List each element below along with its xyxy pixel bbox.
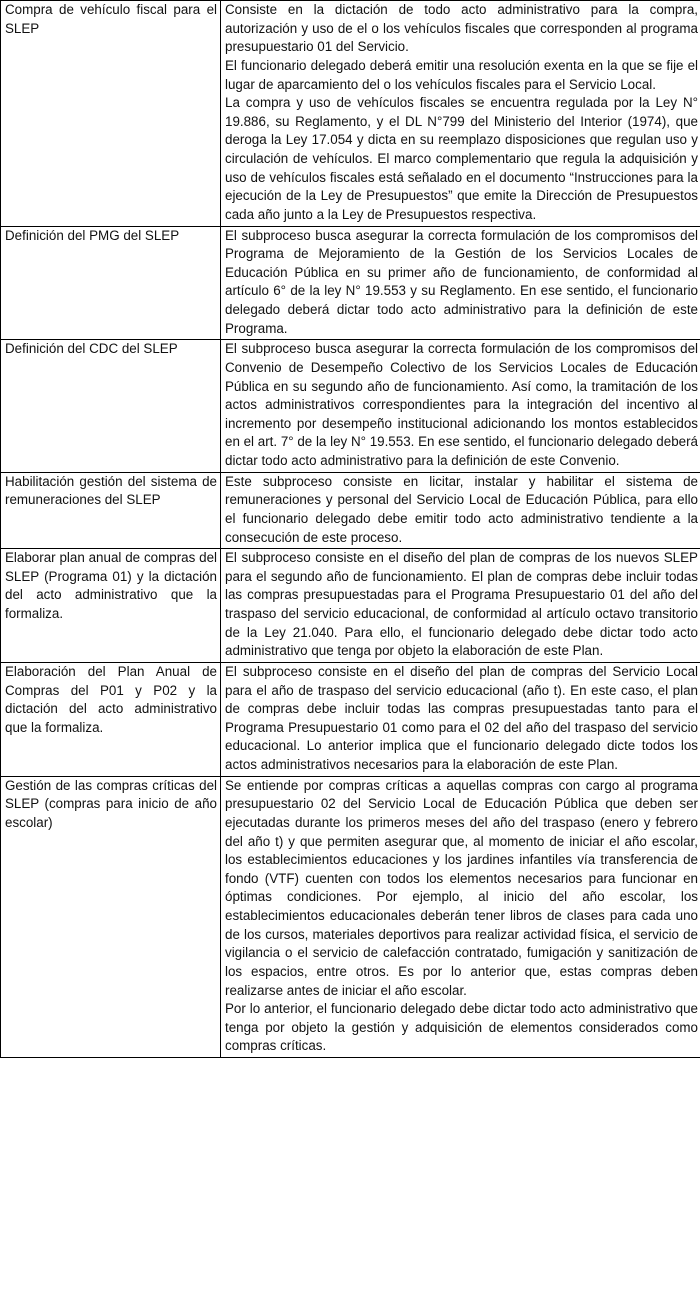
row-title: Compra de vehículo fiscal para el SLEP: [1, 1, 221, 227]
row-description: [221, 776, 700, 1057]
description-paragraph: Este subproceso consiste en licitar, instalar y habilitar el sistema de remuneraciones y personal del Servicio Local de Educación Pública, para ello el funcionario delegado debe emitir todo acto administrativo tendiente a la consecución de este proceso.: [225, 473, 698, 545]
description-paragraph: El subproceso consiste en el diseño del plan de compras del Servicio Local para el año de traspaso del servicio educacional (año t). En este caso, el plan de compras debe incluir todas las compras presupuestadas tanto para el Programa Presupuestario 01 como para el 02 del año del traspaso del servicio educacional. Lo anterior implica que el funcionario delegado dicte todos los actos administrativos necesarios para la elaboración de este Plan.: [225, 663, 698, 772]
row-description: [221, 226, 700, 340]
row-description: [221, 1, 700, 227]
row-title: Habilitación gestión del sistema de remuneraciones del SLEP: [1, 472, 221, 549]
row-description: [221, 472, 700, 549]
table-row: [1, 340, 700, 472]
description-paragraph: El subproceso consiste en el diseño del plan de compras de los nuevos SLEP para el segundo año de funcionamiento. El plan de compras debe incluir todas las compras presupuestadas para el Programa Presupuestario 01 del año del traspaso del servicio educacional, de conformidad al artículo octavo transitorio de la Ley 21.040. Para ello, el funcionario delegado debe dictar todo acto administrativo que tenga por objeto la elaboración de este Plan.: [225, 550, 698, 659]
description-paragraph: Por lo anterior, el funcionario delegado debe dictar todo acto administrativo que tenga por objeto la gestión y adquisición de elementos considerados como compras críticas.: [225, 1001, 698, 1054]
row-title: Elaborar plan anual de compras del SLEP (Programa 01) y la dictación del acto administrativo que la formaliza.: [1, 549, 221, 663]
table-row: [1, 662, 700, 776]
description-paragraph: El subproceso busca asegurar la correcta formulación de los compromisos del Programa de Mejoramiento de la Gestión de los Servicios Locales de Educación Pública en su primer año de funcionamiento, de conformidad al artículo 6° de la ley N° 19.553 y su Reglamento. En ese sentido, el funcionario delegado deberá dictar todo acto administrativo para la definición de este Programa.: [225, 227, 698, 336]
description-paragraph: Se entiende por compras críticas a aquellas compras con cargo al programa presupuestario 02 del Servicio Local de Educación Pública que deben ser ejecutadas durante los primeros meses del año del traspaso (enero y febrero del año t) y que permiten asegurar que, al momento de iniciar el año escolar, los establecimientos educaciones y los jardines infantiles vía transferencia de fondo (VTF) cuenten con todos los elementos necesarios para funcionar en óptimas condiciones. Por ejemplo, al inicio del año escolar, los establecimientos educacionales deberán tener libros de clases para cada uno de los cursos, materiales deportivos para realizar actividad física, el servicio de vigilancia o el servicio de calefacción contratado, fumigación y sanitización de los espacios, entre otros. Es por lo anterior que, estas compras deben realizarse antes de iniciar el año escolar.: [225, 777, 698, 998]
table-row: [1, 472, 700, 549]
row-title: Elaboración del Plan Anual de Compras del P01 y P02 y la dictación del acto administrativo que la formaliza.: [1, 662, 221, 776]
description-paragraph: La compra y uso de vehículos fiscales se encuentra regulada por la Ley N° 19.886, su Reglamento, y el DL N°799 del Ministerio del Interior (1974), que deroga la Ley 17.054 y dicta en su reemplazo disposiciones que regulan uso y circulación de vehículos. El marco complementario que regula la adquisición y uso de vehículos fiscales está señalado en el documento “Instrucciones para la ejecución de la Ley de Presupuestos” que emite la Dirección de Presupuestos cada año junto a la Ley de Presupuestos respectiva.: [225, 95, 698, 222]
description-paragraph: Consiste en la dictación de todo acto administrativo para la compra, autorización y uso de el o los vehículos fiscales que corresponden al programa presupuestario 01 del Servicio.: [225, 2, 698, 55]
row-description: [221, 549, 700, 663]
row-title: Definición del CDC del SLEP: [1, 340, 221, 472]
table-row: [1, 1, 700, 227]
row-description: [221, 662, 700, 776]
table-row: [1, 549, 700, 663]
row-title: Gestión de las compras críticas del SLEP (compras para inicio de año escolar): [1, 776, 221, 1057]
row-title: Definición del PMG del SLEP: [1, 226, 221, 340]
description-paragraph: El funcionario delegado deberá emitir una resolución exenta en la que se fije el lugar de aparcamiento del o los vehículos fiscales para el Servicio Local.: [225, 57, 698, 92]
table-row: [1, 776, 700, 1057]
table-row: [1, 226, 700, 340]
row-description: [221, 340, 700, 472]
description-paragraph: El subproceso busca asegurar la correcta formulación de los compromisos del Convenio de Desempeño Colectivo de los Servicios Locales de Educación Pública en su segundo año de funcionamiento. Así como, la tramitación de los actos administrativos correspondientes para la integración del incentivo al incremento por desempeño institucional adicionando los montos establecidos en el art. 7° de la ley N° 19.553. En ese sentido, el funcionario delegado deberá dictar todo acto administrativo para la definición de este Convenio.: [225, 341, 699, 468]
